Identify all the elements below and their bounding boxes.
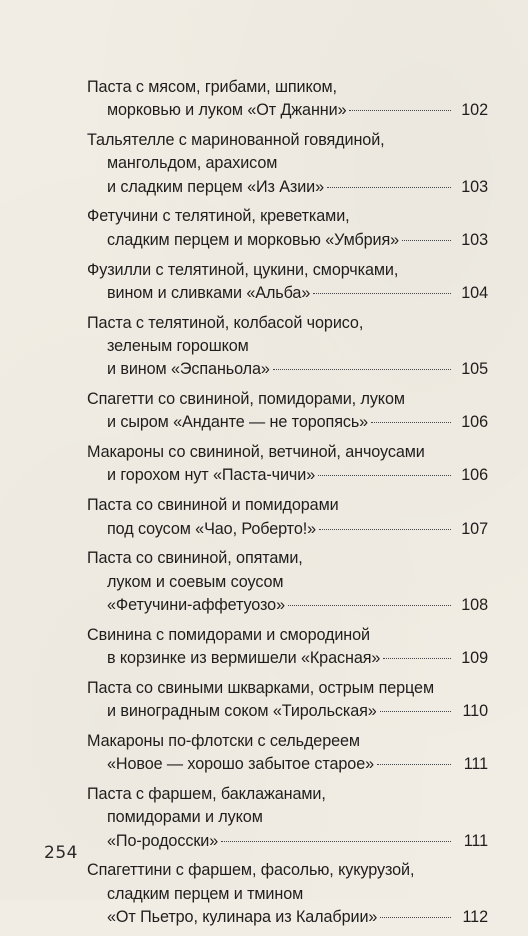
toc-entry-line: вином и сливками «Альба» bbox=[107, 283, 311, 302]
dot-leader bbox=[313, 293, 451, 294]
toc-entry bbox=[0, 129, 528, 199]
toc-entry-line: луком и соевым соусом bbox=[107, 572, 284, 591]
toc-page-number: 103 bbox=[461, 177, 488, 196]
toc-entry-line: Паста с фаршем, баклажанами, bbox=[87, 785, 326, 804]
toc-entry-line: Спагеттини с фаршем, фасолью, кукурузой, bbox=[87, 861, 415, 880]
toc-entry-last-line bbox=[87, 99, 488, 122]
page-number: 254 bbox=[44, 843, 78, 863]
dot-leader bbox=[402, 240, 451, 241]
toc-page-number: 106 bbox=[461, 413, 488, 432]
toc-entry-line: зеленым горошком bbox=[107, 336, 249, 355]
toc-entry bbox=[0, 312, 528, 382]
toc-entry bbox=[0, 624, 528, 671]
toc-entry-line: и виноградным соком «Тирольская» bbox=[107, 702, 377, 721]
toc-page-number: 108 bbox=[461, 595, 488, 614]
toc-entry-last-line bbox=[87, 358, 488, 381]
dot-leader bbox=[371, 422, 451, 423]
toc-entry bbox=[0, 76, 528, 123]
toc-entry-line: и сыром «Анданте — не торопясь» bbox=[107, 413, 369, 432]
toc-entry-line: Паста с телятиной, колбасой чорисо, bbox=[87, 313, 364, 332]
toc-entry-last-line bbox=[87, 176, 488, 199]
toc-entry bbox=[0, 388, 528, 435]
toc-page-number: 109 bbox=[461, 649, 488, 668]
toc-entry bbox=[0, 259, 528, 306]
toc-page-number: 111 bbox=[463, 755, 488, 774]
dot-leader bbox=[318, 475, 451, 476]
toc-entry-last-line bbox=[87, 464, 488, 487]
toc-entry-last-line bbox=[87, 700, 488, 723]
dot-leader bbox=[327, 187, 451, 188]
toc-entry-line: Спагетти со свининой, помидорами, луком bbox=[87, 390, 405, 409]
toc-entry-last-line bbox=[87, 906, 488, 929]
dot-leader bbox=[383, 658, 451, 659]
toc-entry-line: под соусом «Чао, Роберто!» bbox=[107, 519, 317, 538]
toc-entry-line: Фетучини с телятиной, креветками, bbox=[87, 207, 350, 226]
toc-entry-line: сладким перцем и тмином bbox=[107, 884, 304, 903]
toc-page-number: 112 bbox=[462, 908, 488, 926]
toc-entry bbox=[0, 205, 528, 252]
dot-leader bbox=[377, 764, 451, 765]
toc-entry bbox=[0, 494, 528, 541]
toc-entry-line: в корзинке из вермишели «Красная» bbox=[107, 649, 381, 668]
dot-leader bbox=[221, 841, 451, 842]
toc-entry bbox=[0, 677, 528, 724]
toc-entry bbox=[0, 730, 528, 777]
toc-entry-line: Паста со свининой, опятами, bbox=[87, 549, 303, 568]
toc-page-number: 107 bbox=[461, 519, 488, 538]
toc-page-number: 105 bbox=[461, 360, 488, 379]
toc-entry-line: «По-родосски» bbox=[107, 831, 219, 850]
toc-entry-line: и вином «Эспаньола» bbox=[107, 360, 270, 379]
toc-entry-last-line bbox=[87, 282, 488, 305]
toc-entry-last-line bbox=[87, 594, 488, 617]
toc-entry-line: Макароны по-флотски с сельдереем bbox=[87, 731, 360, 750]
dot-leader bbox=[273, 369, 451, 370]
toc-entry-last-line bbox=[87, 647, 488, 670]
toc-entry-line: Паста со свиными шкварками, острым перцем bbox=[87, 678, 434, 697]
dot-leader bbox=[380, 917, 451, 918]
toc-page-number: 102 bbox=[461, 101, 488, 120]
toc-page-number: 103 bbox=[461, 230, 488, 249]
toc-entry-last-line bbox=[87, 753, 488, 776]
toc-entry-line: морковью и луком «От Джанни» bbox=[107, 101, 347, 120]
toc-entry-line: Макароны со свининой, ветчиной, анчоусами bbox=[87, 443, 425, 462]
toc-page-number: 110 bbox=[462, 702, 488, 721]
toc-entry-line: Свинина с помидорами и смородиной bbox=[87, 625, 370, 644]
dot-leader bbox=[380, 711, 451, 712]
toc-entry bbox=[0, 547, 528, 617]
dot-leader bbox=[349, 110, 451, 111]
toc-entry-line: «Новое — хорошо забытое старое» bbox=[107, 755, 375, 774]
toc-entry-line: Тальятелле с маринованной говядиной, bbox=[87, 131, 385, 150]
toc-page-number: 111 bbox=[463, 831, 488, 850]
toc-entry-line: и горохом нут «Паста-чичи» bbox=[107, 466, 316, 485]
toc-entry-line: мангольдом, арахисом bbox=[107, 154, 278, 173]
toc-entry bbox=[0, 441, 528, 488]
toc-entry-line: Паста с мясом, грибами, шпиком, bbox=[87, 78, 337, 96]
table-of-contents bbox=[0, 76, 528, 936]
dot-leader bbox=[288, 605, 451, 606]
toc-entry-line: «От Пьетро, кулинара из Калабрии» bbox=[107, 908, 378, 926]
toc-entry-last-line bbox=[87, 830, 488, 853]
toc-entry-line: помидорами и луком bbox=[107, 808, 263, 827]
toc-entry-line: сладким перцем и морковью «Умбрия» bbox=[107, 230, 400, 249]
toc-entry-line: Паста со свининой и помидорами bbox=[87, 496, 339, 515]
toc-entry bbox=[0, 783, 528, 853]
dot-leader bbox=[319, 529, 451, 530]
toc-page-number: 104 bbox=[461, 283, 488, 302]
toc-page-number: 106 bbox=[461, 466, 488, 485]
toc-entry-line: и сладким перцем «Из Азии» bbox=[107, 177, 325, 196]
toc-entry-last-line bbox=[87, 518, 488, 541]
toc-entry-line: «Фетучини-аффетуозо» bbox=[107, 595, 285, 614]
toc-entry-line: Фузилли с телятиной, цукини, сморчками, bbox=[87, 260, 399, 279]
toc-entry-last-line bbox=[87, 411, 488, 434]
toc-entry bbox=[0, 859, 528, 929]
toc-entry-last-line bbox=[87, 229, 488, 252]
